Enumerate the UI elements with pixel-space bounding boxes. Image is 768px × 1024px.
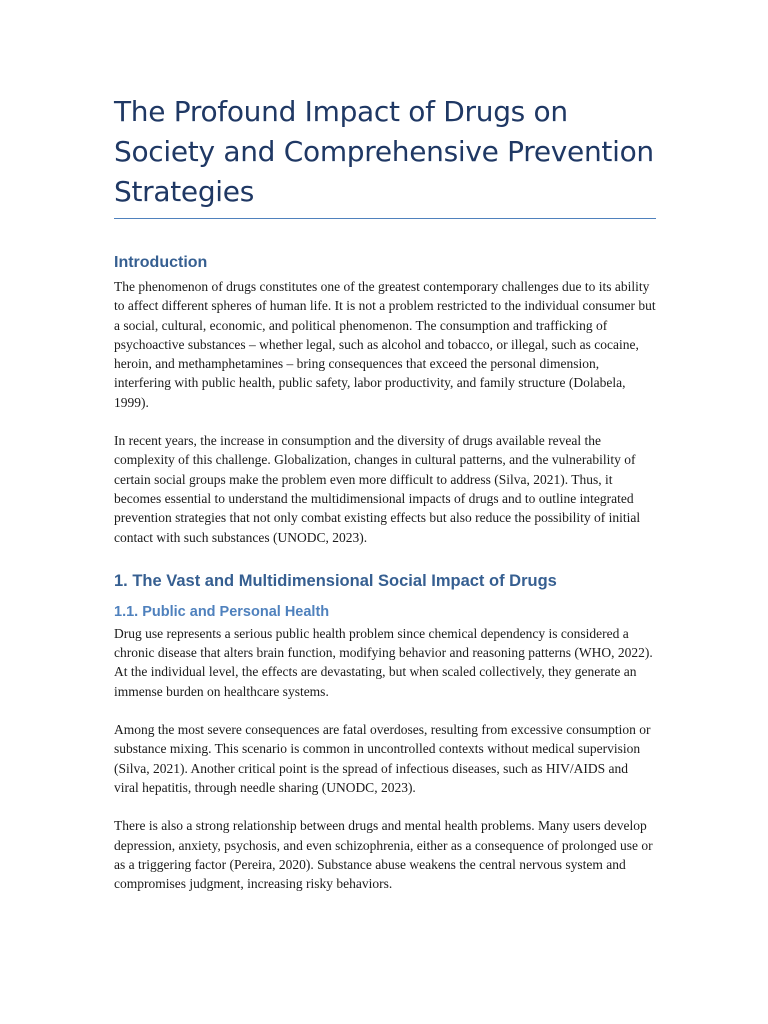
subsection-1-1-heading: 1.1. Public and Personal Health xyxy=(114,603,330,620)
health-paragraph-2: Among the most severe consequences are fatal overdoses, resulting from excessive consumption or substance mixing. This scenario is common in uncontrolled contexts without medical supervision (Silva, 2021). Another critical point is the spread of infectious diseases, such as HIV/AIDS and viral hepatitis, through needle sharing (UNODC, 2023). xyxy=(114,722,651,795)
health-paragraph-3: There is also a strong relationship between drugs and mental health problems. Many users develop depression, anxiety, psychosis, and even schizophrenia, either as a consequence of prolonged use or as a triggering factor (Pereira, 2020). Substance abuse weakens the central nervous system and compromises judgment, increasing risky behaviors. xyxy=(114,818,653,892)
document-title: The Profound Impact of Drugs on Society and Comprehensive Prevention Strategies xyxy=(114,92,656,219)
section-1-heading: 1. The Vast and Multidimensional Social Impact of Drugs xyxy=(114,571,557,590)
introduction-paragraph-2: In recent years, the increase in consumption and the diversity of drugs available reveal the complexity of this challenge. Globalization, changes in cultural patterns, and the vulnerability of certain social groups make the problem even more difficult to address (Silva, 2021). Thus, it becomes essential to understand the multidimensional impacts of drugs and to outline integrated prevention strategies that not only combat existing effects but also reduce the possibility of initial contact with such substances (UNODC, 2023). xyxy=(114,433,641,545)
introduction-heading: Introduction xyxy=(114,254,208,271)
health-paragraph-1: Drug use represents a serious public health problem since chemical dependency is considered a chronic disease that alters brain function, modifying behavior and reasoning patterns (WHO, 2022). At the individual level, the effects are devastating, but when scaled collectively, they generate an immense burden on healthcare systems. xyxy=(114,625,653,699)
document-page xyxy=(114,92,656,912)
introduction-paragraph-1: The phenomenon of drugs constitutes one of the greatest contemporary challenges due to its ability to affect different spheres of human life. It is not a problem restricted to the individual consumer but a social, cultural, economic, and political phenomenon. The consumption and trafficking of psychoactive substances – whether legal, such as alcohol and tobacco, or illegal, such as cocaine, heroin, and methamphetamines – bring consequences that exceed the personal dimension, interfering with public health, public safety, labor productivity, and family structure (Dolabela, 1999). xyxy=(114,279,656,410)
